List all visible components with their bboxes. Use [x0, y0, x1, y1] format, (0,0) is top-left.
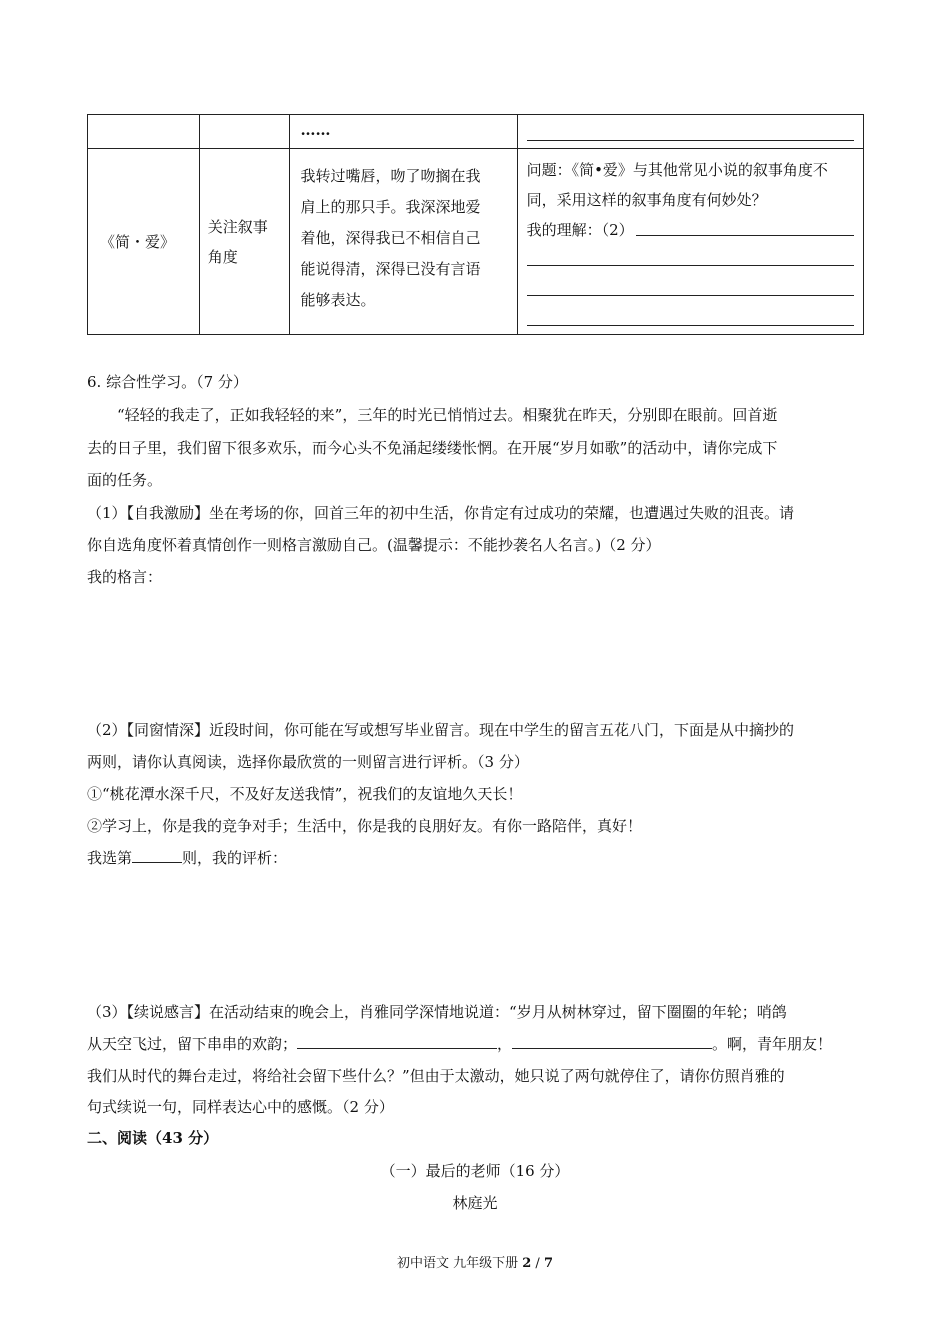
- table-cell-focus: [199, 149, 290, 335]
- q6-intro-line-1: “轻轻的我走了，正如我轻轻的来”，三年的时光已悄悄过去。相聚犹在昨天，分别即在眼前。回首逝: [117, 406, 778, 424]
- page-number: 2: [522, 1256, 532, 1271]
- article-title: （一）最后的老师（16 分）: [380, 1162, 570, 1180]
- q6-part3-line-2: [87, 1034, 832, 1054]
- article-author: 林庭光: [452, 1194, 498, 1212]
- excerpt-text: 肩上的那只手。: [300, 198, 406, 216]
- q6-title: 6. 综合性学习。（7 分）: [87, 373, 248, 391]
- emphasis-word: 我: [405, 198, 421, 216]
- book-title: 《简・爱》: [100, 233, 176, 251]
- q6-part1-line-1: （1）【自我激励】坐在考场的你，回首三年的初中生活，你肯定有过成功的荣耀，也遭遇过失败的沮丧。请: [87, 504, 795, 522]
- excerpt-text: 转过嘴唇，吻了吻搁在: [315, 167, 466, 185]
- excerpt-text: 深深地爱: [420, 198, 481, 216]
- page-separator: /: [531, 1256, 544, 1271]
- answer-line: [527, 265, 854, 266]
- excerpt-line-3: [300, 223, 516, 254]
- prompt-text: 。啊，青年朋友！: [712, 1035, 833, 1053]
- excerpt-text: 已不相信自己: [390, 229, 481, 247]
- table-cell-excerpt: [290, 115, 517, 149]
- excerpt-text: 我: [465, 167, 481, 185]
- excerpt-line-1: [300, 161, 516, 192]
- q6-part3-line-3: 我们从时代的舞台走过，将给社会留下些什么？”但由于太激动，她只说了两句就停住了，请你仿照肖雅的: [87, 1067, 785, 1085]
- footer-text: 初中语文 九年级下册: [396, 1256, 523, 1271]
- excerpt-line-2: [300, 192, 516, 223]
- answer-suffix: 则，我的评析：: [182, 849, 288, 867]
- q6-part1-answer-label: 我的格言：: [87, 568, 163, 586]
- fill-blank-2[interactable]: [512, 1034, 712, 1049]
- q6-part2-answer-label: [87, 848, 287, 868]
- page-total: 7: [543, 1256, 553, 1271]
- question-line-1: 问题：《简•爱》与其他常见小说的叙事角度不: [526, 161, 828, 179]
- prompt-text: 从天空飞过，留下串串的欢韵；: [87, 1035, 298, 1053]
- question-line-2: 同，采用这样的叙事角度有何妙处？: [526, 191, 767, 209]
- table-cell-empty: [199, 115, 290, 149]
- q6-part2-line-1: （2）【同窗情深】近段时间，你可能在写或想写毕业留言。现在中学生的留言五花八门，下面是从中摘抄的: [87, 721, 795, 739]
- table-cell-answer: [517, 115, 863, 149]
- q6-part3-line-4: 句式续说一句，同样表达心中的感慨。（2 分）: [87, 1098, 394, 1116]
- section-heading: 二、阅读（43 分）: [87, 1129, 219, 1147]
- excerpt-text: 着他，深得: [300, 229, 376, 247]
- prompt-text: ，: [497, 1035, 513, 1053]
- reading-table: [87, 114, 864, 335]
- table-cell-book: [88, 149, 200, 335]
- table-cell-empty: [88, 115, 200, 149]
- emphasis-word: 我: [300, 167, 316, 185]
- table-cell-question: [517, 149, 863, 335]
- answer-label: 我的理解：（2）: [526, 221, 634, 239]
- answer-line: [636, 235, 854, 236]
- q6-part3-line-1: （3）【续说感言】在活动结束的晚会上，肖雅同学深情地说道：“岁月从树林穿过，留下圈圈的年轮；哨鸽: [87, 1003, 787, 1021]
- page-footer: [0, 1252, 950, 1271]
- focus-line-2: 角度: [207, 247, 238, 266]
- excerpt-line-4: 能说得清，深得已没有言语: [300, 260, 481, 278]
- q6-part2-option-1: ①“桃花潭水深千尺，不及好友送我情”，祝我们的友谊地久天长！: [87, 785, 523, 803]
- answer-line: [527, 140, 854, 141]
- excerpt-ellipsis: ……: [300, 121, 331, 139]
- answer-prefix: 我选第: [87, 849, 133, 867]
- q6-part1-line-2: 你自选角度怀着真情创作一则格言激励自己。(温馨提示：不能抄袭名人名言。)（2 分）: [87, 536, 661, 554]
- emphasis-word: 我: [375, 229, 391, 247]
- q6-part2-option-2: ②学习上，你是我的竞争对手；生活中，你是我的良朋好友。有你一路陪伴，真好！: [87, 817, 643, 835]
- focus-line-1: 关注叙事: [207, 217, 268, 236]
- q6-intro-line-2: 去的日子里，我们留下很多欢乐，而今心头不免涌起缕缕怅惘。在开展“岁月如歌”的活动中，请你完成下: [87, 439, 778, 457]
- answer-line: [527, 295, 854, 296]
- table-cell-excerpt: [290, 149, 517, 335]
- q6-part2-line-2: 两则，请你认真阅读，选择你最欣赏的一则留言进行评析。（3 分）: [87, 753, 529, 771]
- q6-intro-line-3: 面的任务。: [87, 471, 163, 489]
- excerpt-line-5: 能够表达。: [300, 291, 376, 309]
- answer-line: [527, 325, 854, 326]
- choice-blank[interactable]: [132, 848, 182, 863]
- fill-blank-1[interactable]: [297, 1034, 497, 1049]
